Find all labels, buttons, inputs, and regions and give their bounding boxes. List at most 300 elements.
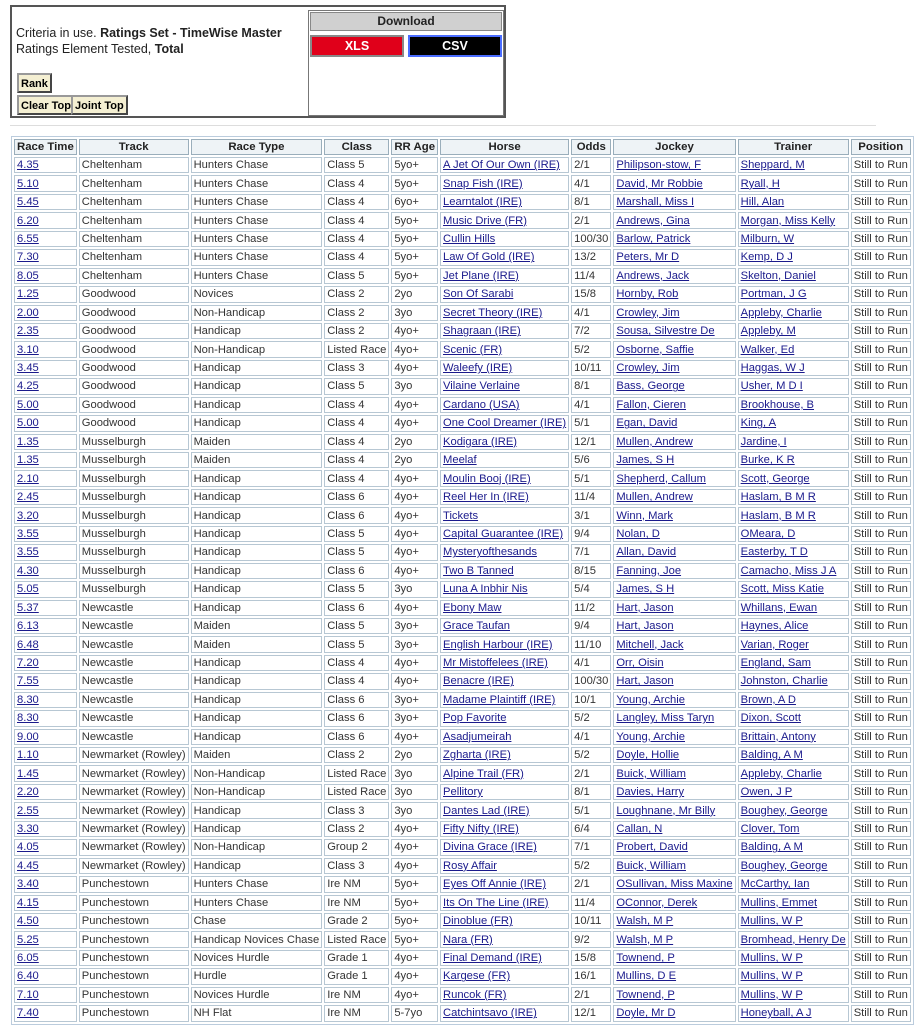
- trainer-cell[interactable]: Haslam, B M R: [738, 507, 849, 523]
- horse-cell[interactable]: Grace Taufan: [440, 618, 569, 634]
- jockey-cell[interactable]: Walsh, M P: [613, 913, 735, 929]
- horse-cell[interactable]: Mr Mistoffelees (IRE): [440, 655, 569, 671]
- jockey-cell[interactable]: Fanning, Joe: [613, 563, 735, 579]
- track-cell: Goodwood: [79, 323, 189, 339]
- column-header-horse: Horse: [440, 139, 569, 155]
- horse-cell[interactable]: Divina Grace (IRE): [440, 839, 569, 855]
- jockey-cell[interactable]: James, S H: [613, 452, 735, 468]
- track-cell: Musselburgh: [79, 563, 189, 579]
- table-row: [14, 231, 911, 247]
- odds-cell: 9/2: [571, 931, 611, 947]
- race-time-cell[interactable]: 5.37: [14, 600, 77, 616]
- horse-cell[interactable]: Eyes Off Annie (IRE): [440, 876, 569, 892]
- rr-age-cell: 4yo+: [391, 839, 438, 855]
- rr-age-cell: 5yo+: [391, 931, 438, 947]
- horse-cell[interactable]: Moulin Booj (IRE): [440, 470, 569, 486]
- race-time-cell[interactable]: 4.25: [14, 378, 77, 394]
- race-time-cell[interactable]: 3.10: [14, 341, 77, 357]
- trainer-cell[interactable]: Mullins, Emmet: [738, 895, 849, 911]
- race-time-cell[interactable]: 9.00: [14, 729, 77, 745]
- race-type-cell: Handicap: [191, 802, 323, 818]
- jockey-cell[interactable]: Hart, Jason: [613, 600, 735, 616]
- horse-cell[interactable]: Secret Theory (IRE): [440, 305, 569, 321]
- trainer-cell[interactable]: Owen, J P: [738, 784, 849, 800]
- position-cell: Still to Run: [851, 175, 911, 191]
- jockey-cell[interactable]: Townend, P: [613, 950, 735, 966]
- race-type-cell: Hunters Chase: [191, 249, 323, 265]
- jockey-cell[interactable]: Peters, Mr D: [613, 249, 735, 265]
- track-cell: Newmarket (Rowley): [79, 821, 189, 837]
- race-time-cell[interactable]: 7.55: [14, 673, 77, 689]
- class-cell: Class 6: [324, 710, 389, 726]
- rr-age-cell: 4yo+: [391, 489, 438, 505]
- jockey-cell[interactable]: Andrews, Gina: [613, 212, 735, 228]
- horse-cell[interactable]: Two B Tanned: [440, 563, 569, 579]
- track-cell: Newcastle: [79, 618, 189, 634]
- horse-cell[interactable]: Music Drive (FR): [440, 212, 569, 228]
- jockey-cell[interactable]: Doyle, Mr D: [613, 1005, 735, 1021]
- position-cell: Still to Run: [851, 157, 911, 173]
- odds-cell: 4/1: [571, 397, 611, 413]
- position-cell: Still to Run: [851, 194, 911, 210]
- horse-cell[interactable]: Kargese (FR): [440, 968, 569, 984]
- race-type-cell: Maiden: [191, 452, 323, 468]
- race-time-cell[interactable]: 3.30: [14, 821, 77, 837]
- class-cell: Class 5: [324, 157, 389, 173]
- rr-age-cell: 5yo+: [391, 212, 438, 228]
- race-time-cell[interactable]: 5.05: [14, 581, 77, 597]
- track-cell: Goodwood: [79, 378, 189, 394]
- rr-age-cell: 3yo: [391, 581, 438, 597]
- table-row: [14, 194, 911, 210]
- results-table: [11, 136, 914, 1025]
- table-row: [14, 655, 911, 671]
- trainer-cell[interactable]: Milburn, W: [738, 231, 849, 247]
- race-time-cell[interactable]: 2.10: [14, 470, 77, 486]
- race-time-cell[interactable]: 1.35: [14, 452, 77, 468]
- trainer-cell[interactable]: Boughey, George: [738, 858, 849, 874]
- race-time-cell[interactable]: 7.10: [14, 987, 77, 1003]
- column-header-track: Track: [79, 139, 189, 155]
- race-time-cell[interactable]: 3.45: [14, 360, 77, 376]
- jockey-cell[interactable]: Egan, David: [613, 415, 735, 431]
- horse-cell[interactable]: Shagraan (IRE): [440, 323, 569, 339]
- trainer-cell[interactable]: Hill, Alan: [738, 194, 849, 210]
- horse-cell[interactable]: Luna A Inbhir Nis: [440, 581, 569, 597]
- track-cell: Punchestown: [79, 950, 189, 966]
- trainer-cell[interactable]: King, A: [738, 415, 849, 431]
- trainer-cell[interactable]: Scott, Miss Katie: [738, 581, 849, 597]
- race-time-cell[interactable]: 5.10: [14, 175, 77, 191]
- csv-download-button[interactable]: CSV: [408, 35, 502, 57]
- track-cell: Cheltenham: [79, 268, 189, 284]
- race-time-cell[interactable]: 3.55: [14, 526, 77, 542]
- jockey-cell[interactable]: Mitchell, Jack: [613, 636, 735, 652]
- odds-cell: 11/4: [571, 895, 611, 911]
- jockey-cell[interactable]: OConnor, Derek: [613, 895, 735, 911]
- column-header-jockey: Jockey: [613, 139, 735, 155]
- race-time-cell[interactable]: 4.35: [14, 157, 77, 173]
- trainer-cell[interactable]: Mullins, W P: [738, 913, 849, 929]
- rr-age-cell: 5yo+: [391, 175, 438, 191]
- trainer-cell[interactable]: Whillans, Ewan: [738, 600, 849, 616]
- track-cell: Punchestown: [79, 968, 189, 984]
- track-cell: Punchestown: [79, 1005, 189, 1021]
- race-type-cell: Hunters Chase: [191, 212, 323, 228]
- rr-age-cell: 4yo+: [391, 858, 438, 874]
- race-time-cell[interactable]: 6.20: [14, 212, 77, 228]
- trainer-cell[interactable]: Usher, M D I: [738, 378, 849, 394]
- trainer-cell[interactable]: Skelton, Daniel: [738, 268, 849, 284]
- horse-cell[interactable]: Alpine Trail (FR): [440, 765, 569, 781]
- trainer-cell[interactable]: Boughey, George: [738, 802, 849, 818]
- horse-cell[interactable]: Vilaine Verlaine: [440, 378, 569, 394]
- position-cell: Still to Run: [851, 784, 911, 800]
- class-cell: Ire NM: [324, 895, 389, 911]
- race-time-cell[interactable]: 6.13: [14, 618, 77, 634]
- position-cell: Still to Run: [851, 950, 911, 966]
- horse-cell[interactable]: One Cool Dreamer (IRE): [440, 415, 569, 431]
- race-time-cell[interactable]: 6.40: [14, 968, 77, 984]
- column-header-odds: Odds: [571, 139, 611, 155]
- jockey-cell[interactable]: Nolan, D: [613, 526, 735, 542]
- jockey-cell[interactable]: Hart, Jason: [613, 673, 735, 689]
- race-time-cell[interactable]: 4.05: [14, 839, 77, 855]
- table-row: [14, 1005, 911, 1021]
- trainer-cell[interactable]: Scott, George: [738, 470, 849, 486]
- trainer-cell[interactable]: Haynes, Alice: [738, 618, 849, 634]
- horse-cell[interactable]: Final Demand (IRE): [440, 950, 569, 966]
- jockey-cell[interactable]: Hornby, Rob: [613, 286, 735, 302]
- table-row: [14, 839, 911, 855]
- odds-cell: 5/6: [571, 452, 611, 468]
- horse-cell[interactable]: Pop Favorite: [440, 710, 569, 726]
- horse-cell[interactable]: Scenic (FR): [440, 341, 569, 357]
- jockey-cell[interactable]: Orr, Oisin: [613, 655, 735, 671]
- table-row: [14, 710, 911, 726]
- trainer-cell[interactable]: Balding, A M: [738, 747, 849, 763]
- trainer-cell[interactable]: Clover, Tom: [738, 821, 849, 837]
- trainer-cell[interactable]: Brittain, Antony: [738, 729, 849, 745]
- rank-button[interactable]: Rank: [17, 73, 52, 93]
- rr-age-cell: 3yo+: [391, 618, 438, 634]
- jockey-cell[interactable]: David, Mr Robbie: [613, 175, 735, 191]
- table-row: [14, 673, 911, 689]
- horse-cell[interactable]: A Jet Of Our Own (IRE): [440, 157, 569, 173]
- jockey-cell[interactable]: Probert, David: [613, 839, 735, 855]
- odds-cell: 7/1: [571, 544, 611, 560]
- rr-age-cell: 4yo+: [391, 415, 438, 431]
- trainer-cell[interactable]: Burke, K R: [738, 452, 849, 468]
- race-time-cell[interactable]: 5.00: [14, 397, 77, 413]
- class-cell: Class 4: [324, 655, 389, 671]
- horse-cell[interactable]: Catchintsavo (IRE): [440, 1005, 569, 1021]
- jockey-cell[interactable]: Mullen, Andrew: [613, 489, 735, 505]
- race-time-cell[interactable]: 7.40: [14, 1005, 77, 1021]
- table-row: [14, 913, 911, 929]
- horse-cell[interactable]: Jet Plane (IRE): [440, 268, 569, 284]
- horse-cell[interactable]: Son Of Sarabi: [440, 286, 569, 302]
- joint-top-button[interactable]: Joint Top: [71, 95, 128, 115]
- odds-cell: 8/1: [571, 378, 611, 394]
- trainer-cell[interactable]: Ryall, H: [738, 175, 849, 191]
- horse-cell[interactable]: Its On The Line (IRE): [440, 895, 569, 911]
- trainer-cell[interactable]: Mullins, W P: [738, 968, 849, 984]
- class-cell: Class 6: [324, 600, 389, 616]
- horse-cell[interactable]: Benacre (IRE): [440, 673, 569, 689]
- horse-cell[interactable]: Cardano (USA): [440, 397, 569, 413]
- trainer-cell[interactable]: Dixon, Scott: [738, 710, 849, 726]
- horse-cell[interactable]: English Harbour (IRE): [440, 636, 569, 652]
- track-cell: Punchestown: [79, 987, 189, 1003]
- race-type-cell: Hunters Chase: [191, 268, 323, 284]
- jockey-cell[interactable]: Allan, David: [613, 544, 735, 560]
- class-cell: Class 6: [324, 729, 389, 745]
- race-time-cell[interactable]: 1.10: [14, 747, 77, 763]
- table-row: [14, 821, 911, 837]
- odds-cell: 10/11: [571, 913, 611, 929]
- rr-age-cell: 4yo+: [391, 655, 438, 671]
- trainer-cell[interactable]: Easterby, T D: [738, 544, 849, 560]
- race-time-cell[interactable]: 7.20: [14, 655, 77, 671]
- rr-age-cell: 2yo: [391, 452, 438, 468]
- position-cell: Still to Run: [851, 249, 911, 265]
- horse-cell[interactable]: Runcok (FR): [440, 987, 569, 1003]
- race-time-cell[interactable]: 2.55: [14, 802, 77, 818]
- trainer-cell[interactable]: Portman, J G: [738, 286, 849, 302]
- position-cell: Still to Run: [851, 987, 911, 1003]
- jockey-cell[interactable]: Loughnane, Mr Billy: [613, 802, 735, 818]
- trainer-cell[interactable]: Appleby, Charlie: [738, 305, 849, 321]
- position-cell: Still to Run: [851, 268, 911, 284]
- class-cell: Class 6: [324, 692, 389, 708]
- jockey-cell[interactable]: Mullen, Andrew: [613, 434, 735, 450]
- trainer-cell[interactable]: Kemp, D J: [738, 249, 849, 265]
- class-cell: Class 4: [324, 673, 389, 689]
- horse-cell[interactable]: Reel Her In (IRE): [440, 489, 569, 505]
- odds-cell: 15/8: [571, 286, 611, 302]
- horse-cell[interactable]: Learntalot (IRE): [440, 194, 569, 210]
- jockey-cell[interactable]: Buick, William: [613, 858, 735, 874]
- trainer-cell[interactable]: Brown, A D: [738, 692, 849, 708]
- class-cell: Class 6: [324, 563, 389, 579]
- jockey-cell[interactable]: Langley, Miss Taryn: [613, 710, 735, 726]
- position-cell: Still to Run: [851, 470, 911, 486]
- jockey-cell[interactable]: Osborne, Saffie: [613, 341, 735, 357]
- horse-cell[interactable]: Tickets: [440, 507, 569, 523]
- horse-cell[interactable]: Madame Plaintiff (IRE): [440, 692, 569, 708]
- jockey-cell[interactable]: Fallon, Cieren: [613, 397, 735, 413]
- table-row: [14, 286, 911, 302]
- jockey-cell[interactable]: Mullins, D E: [613, 968, 735, 984]
- trainer-cell[interactable]: Jardine, I: [738, 434, 849, 450]
- race-time-cell[interactable]: 5.25: [14, 931, 77, 947]
- track-cell: Musselburgh: [79, 452, 189, 468]
- race-time-cell[interactable]: 2.35: [14, 323, 77, 339]
- horse-cell[interactable]: Dantes Lad (IRE): [440, 802, 569, 818]
- trainer-cell[interactable]: Appleby, Charlie: [738, 765, 849, 781]
- horse-cell[interactable]: Capital Guarantee (IRE): [440, 526, 569, 542]
- trainer-cell[interactable]: Morgan, Miss Kelly: [738, 212, 849, 228]
- race-type-cell: Novices: [191, 286, 323, 302]
- horse-cell[interactable]: Nara (FR): [440, 931, 569, 947]
- race-time-cell[interactable]: 4.50: [14, 913, 77, 929]
- race-type-cell: Handicap: [191, 544, 323, 560]
- trainer-cell[interactable]: Appleby, M: [738, 323, 849, 339]
- race-time-cell[interactable]: 6.55: [14, 231, 77, 247]
- jockey-cell[interactable]: Hart, Jason: [613, 618, 735, 634]
- trainer-cell[interactable]: Brookhouse, B: [738, 397, 849, 413]
- race-type-cell: Handicap: [191, 360, 323, 376]
- position-cell: Still to Run: [851, 489, 911, 505]
- horse-cell[interactable]: Asadjumeirah: [440, 729, 569, 745]
- horse-cell[interactable]: Waleefy (IRE): [440, 360, 569, 376]
- horse-cell[interactable]: Dinoblue (FR): [440, 913, 569, 929]
- race-time-cell[interactable]: 1.35: [14, 434, 77, 450]
- table-row: [14, 581, 911, 597]
- race-type-cell: Non-Handicap: [191, 765, 323, 781]
- trainer-cell[interactable]: Johnston, Charlie: [738, 673, 849, 689]
- ratings-element-name: Total: [154, 42, 184, 56]
- odds-cell: 15/8: [571, 950, 611, 966]
- race-time-cell[interactable]: 7.30: [14, 249, 77, 265]
- jockey-cell[interactable]: Shepherd, Callum: [613, 470, 735, 486]
- jockey-cell[interactable]: Davies, Harry: [613, 784, 735, 800]
- race-time-cell[interactable]: 6.48: [14, 636, 77, 652]
- trainer-cell[interactable]: Haggas, W J: [738, 360, 849, 376]
- trainer-cell[interactable]: England, Sam: [738, 655, 849, 671]
- table-row: [14, 452, 911, 468]
- race-type-cell: Handicap: [191, 415, 323, 431]
- race-type-cell: Hunters Chase: [191, 175, 323, 191]
- trainer-cell[interactable]: Honeyball, A J: [738, 1005, 849, 1021]
- trainer-cell[interactable]: Walker, Ed: [738, 341, 849, 357]
- race-time-cell[interactable]: 4.15: [14, 895, 77, 911]
- horse-cell[interactable]: Meelaf: [440, 452, 569, 468]
- odds-cell: 5/4: [571, 581, 611, 597]
- trainer-cell[interactable]: Balding, A M: [738, 839, 849, 855]
- jockey-cell[interactable]: Callan, N: [613, 821, 735, 837]
- race-type-cell: NH Flat: [191, 1005, 323, 1021]
- trainer-cell[interactable]: OMeara, D: [738, 526, 849, 542]
- class-cell: Class 5: [324, 378, 389, 394]
- table-row: [14, 895, 911, 911]
- trainer-cell[interactable]: Mullins, W P: [738, 950, 849, 966]
- rr-age-cell: 2yo: [391, 286, 438, 302]
- horse-cell[interactable]: Zgharta (IRE): [440, 747, 569, 763]
- horse-cell[interactable]: Rosy Affair: [440, 858, 569, 874]
- jockey-cell[interactable]: Crowley, Jim: [613, 305, 735, 321]
- race-time-cell[interactable]: 3.20: [14, 507, 77, 523]
- class-cell: Listed Race: [324, 931, 389, 947]
- trainer-cell[interactable]: McCarthy, Ian: [738, 876, 849, 892]
- track-cell: Cheltenham: [79, 212, 189, 228]
- trainer-cell[interactable]: Camacho, Miss J A: [738, 563, 849, 579]
- horse-cell[interactable]: Fifty Nifty (IRE): [440, 821, 569, 837]
- trainer-cell[interactable]: Haslam, B M R: [738, 489, 849, 505]
- horse-cell[interactable]: Pellitory: [440, 784, 569, 800]
- race-time-cell[interactable]: 2.20: [14, 784, 77, 800]
- race-time-cell[interactable]: 5.00: [14, 415, 77, 431]
- trainer-cell[interactable]: Bromhead, Henry De: [738, 931, 849, 947]
- position-cell: Still to Run: [851, 618, 911, 634]
- jockey-cell[interactable]: Crowley, Jim: [613, 360, 735, 376]
- track-cell: Goodwood: [79, 305, 189, 321]
- jockey-cell[interactable]: Sousa, Silvestre De: [613, 323, 735, 339]
- position-cell: Still to Run: [851, 305, 911, 321]
- class-cell: Class 5: [324, 268, 389, 284]
- jockey-cell[interactable]: Walsh, M P: [613, 931, 735, 947]
- race-time-cell[interactable]: 3.55: [14, 544, 77, 560]
- jockey-cell[interactable]: Barlow, Patrick: [613, 231, 735, 247]
- rr-age-cell: 5-7yo: [391, 1005, 438, 1021]
- horse-cell[interactable]: Snap Fish (IRE): [440, 175, 569, 191]
- xls-download-button[interactable]: XLS: [310, 35, 404, 57]
- class-cell: Class 5: [324, 636, 389, 652]
- clear-top-button[interactable]: Clear Top: [17, 95, 75, 115]
- jockey-cell[interactable]: Bass, George: [613, 378, 735, 394]
- divider: [10, 125, 876, 126]
- race-time-cell[interactable]: 2.00: [14, 305, 77, 321]
- race-time-cell[interactable]: 8.30: [14, 710, 77, 726]
- race-time-cell[interactable]: 1.25: [14, 286, 77, 302]
- race-time-cell[interactable]: 8.05: [14, 268, 77, 284]
- trainer-cell[interactable]: Varian, Roger: [738, 636, 849, 652]
- track-cell: Musselburgh: [79, 489, 189, 505]
- track-cell: Newmarket (Rowley): [79, 839, 189, 855]
- position-cell: Still to Run: [851, 231, 911, 247]
- race-time-cell[interactable]: 5.45: [14, 194, 77, 210]
- class-cell: Group 2: [324, 839, 389, 855]
- horse-cell[interactable]: Cullin Hills: [440, 231, 569, 247]
- jockey-cell[interactable]: Philipson-stow, F: [613, 157, 735, 173]
- jockey-cell[interactable]: OSullivan, Miss Maxine: [613, 876, 735, 892]
- jockey-cell[interactable]: Townend, P: [613, 987, 735, 1003]
- race-time-cell[interactable]: 3.40: [14, 876, 77, 892]
- jockey-cell[interactable]: Marshall, Miss I: [613, 194, 735, 210]
- jockey-cell[interactable]: Young, Archie: [613, 729, 735, 745]
- odds-cell: 5/2: [571, 341, 611, 357]
- table-row: [14, 341, 911, 357]
- jockey-cell[interactable]: Andrews, Jack: [613, 268, 735, 284]
- jockey-cell[interactable]: Doyle, Hollie: [613, 747, 735, 763]
- trainer-cell[interactable]: Sheppard, M: [738, 157, 849, 173]
- race-type-cell: Hurdle: [191, 968, 323, 984]
- horse-cell[interactable]: Law Of Gold (IRE): [440, 249, 569, 265]
- race-time-cell[interactable]: 4.45: [14, 858, 77, 874]
- horse-cell[interactable]: Ebony Maw: [440, 600, 569, 616]
- table-row: [14, 858, 911, 874]
- jockey-cell[interactable]: Young, Archie: [613, 692, 735, 708]
- horse-cell[interactable]: Mysteryofthesands: [440, 544, 569, 560]
- table-row: [14, 876, 911, 892]
- jockey-cell[interactable]: Winn, Mark: [613, 507, 735, 523]
- trainer-cell[interactable]: Mullins, W P: [738, 987, 849, 1003]
- race-time-cell[interactable]: 4.30: [14, 563, 77, 579]
- race-time-cell[interactable]: 2.45: [14, 489, 77, 505]
- class-cell: Class 4: [324, 231, 389, 247]
- race-time-cell[interactable]: 6.05: [14, 950, 77, 966]
- race-time-cell[interactable]: 1.45: [14, 765, 77, 781]
- class-cell: Listed Race: [324, 765, 389, 781]
- jockey-cell[interactable]: James, S H: [613, 581, 735, 597]
- odds-cell: 2/1: [571, 765, 611, 781]
- rr-age-cell: 5yo+: [391, 231, 438, 247]
- odds-cell: 5/1: [571, 470, 611, 486]
- race-time-cell[interactable]: 8.30: [14, 692, 77, 708]
- horse-cell[interactable]: Kodigara (IRE): [440, 434, 569, 450]
- jockey-cell[interactable]: Buick, William: [613, 765, 735, 781]
